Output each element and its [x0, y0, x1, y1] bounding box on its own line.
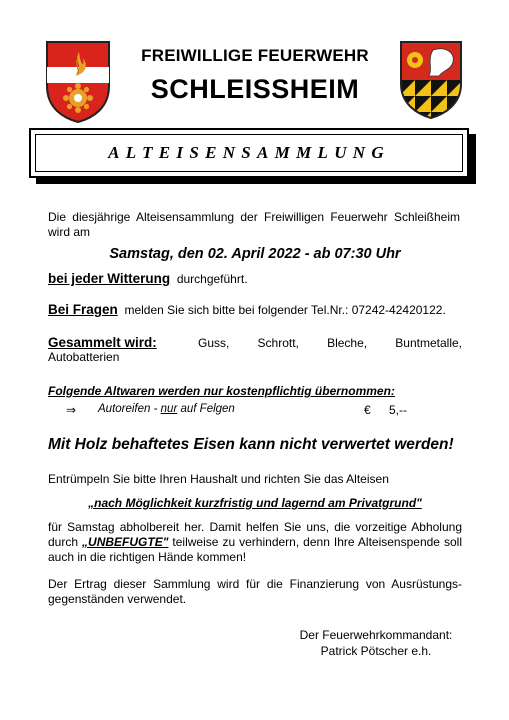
paid-item-prefix: Autoreifen -	[98, 403, 158, 415]
paid-heading: Folgende Altwaren werden nur kostenpflichtig übernommen:	[48, 384, 395, 398]
warning-text: Mit Holz behaftetes Eisen kann nicht verwertet werden!	[48, 436, 454, 453]
collected-item: Guss,	[198, 336, 230, 350]
collected-row	[48, 335, 462, 350]
pickup-emphasis: „UNBEFUGTE"	[82, 535, 169, 549]
paid-item-suffix: auf Felgen	[180, 403, 235, 415]
org-location: SCHLEISSHEIM	[150, 74, 360, 104]
arrow-icon: ⇒	[66, 403, 77, 417]
org-name: FREIWILLIGE FEUERWEHR	[141, 46, 369, 65]
collected-item: Autobatterien	[48, 350, 120, 364]
weather-text: durchgeführt.	[176, 272, 248, 286]
currency-symbol: €	[364, 403, 371, 417]
collection-date: Samstag, den 02. April 2022 - ab 07:30 Uhr	[109, 246, 401, 262]
collected-label: Gesammelt wird:	[48, 335, 157, 350]
intro-text: Die diesjährige Alteisensammlung der Freiwilligen Feuerwehr Schleißheim wird am	[48, 210, 460, 239]
proceeds-text: Der Ertrag dieser Sammlung wird für die Finanzierung von Ausrüstungs-gegenständen verwendet.	[48, 577, 462, 606]
pickup-after: teilweise zu verhindern, denn Ihre Alteisenspende soll auch in die richtigen Hände kommen!	[48, 535, 462, 564]
coat-of-arms-icon	[399, 40, 463, 120]
pickup-before: für Samstag abholbereit her. Damit helfen Sie uns, die vorzeitige Abholung durch	[48, 520, 462, 549]
signature-block	[288, 627, 464, 659]
weather-label: bei jeder Witterung	[48, 271, 171, 286]
paid-item	[98, 403, 235, 415]
collected-item: Bleche,	[327, 336, 368, 350]
fire-brigade-emblem	[45, 40, 111, 124]
questions-text: melden Sie sich bitte bei folgender Tel.Nr.: 07242-42420122.	[124, 303, 446, 317]
weather-line	[48, 271, 248, 286]
signature-role: Der Feuerwehrkommandant:	[299, 628, 453, 642]
collected-item: Buntmetalle,	[395, 336, 462, 350]
signature-name: Patrick Pötscher e.h.	[320, 644, 432, 658]
paid-price: 5,--	[389, 403, 407, 417]
pickup-text	[48, 520, 462, 565]
clear-text: Entrümpeln Sie bitte Ihren Haushalt und richten Sie das Alteisen	[48, 472, 389, 486]
questions-line	[48, 302, 446, 317]
title-box	[29, 128, 469, 178]
collected-items	[198, 336, 462, 350]
collected-item: Schrott,	[257, 336, 299, 350]
questions-label: Bei Fragen	[48, 302, 118, 317]
paid-item-only: nur	[160, 403, 178, 415]
storage-note: „nach Möglichkeit kurzfristig und lagernd am Privatgrund"	[88, 496, 422, 510]
document-title: ALTEISENSAMMLUNG	[35, 134, 463, 172]
